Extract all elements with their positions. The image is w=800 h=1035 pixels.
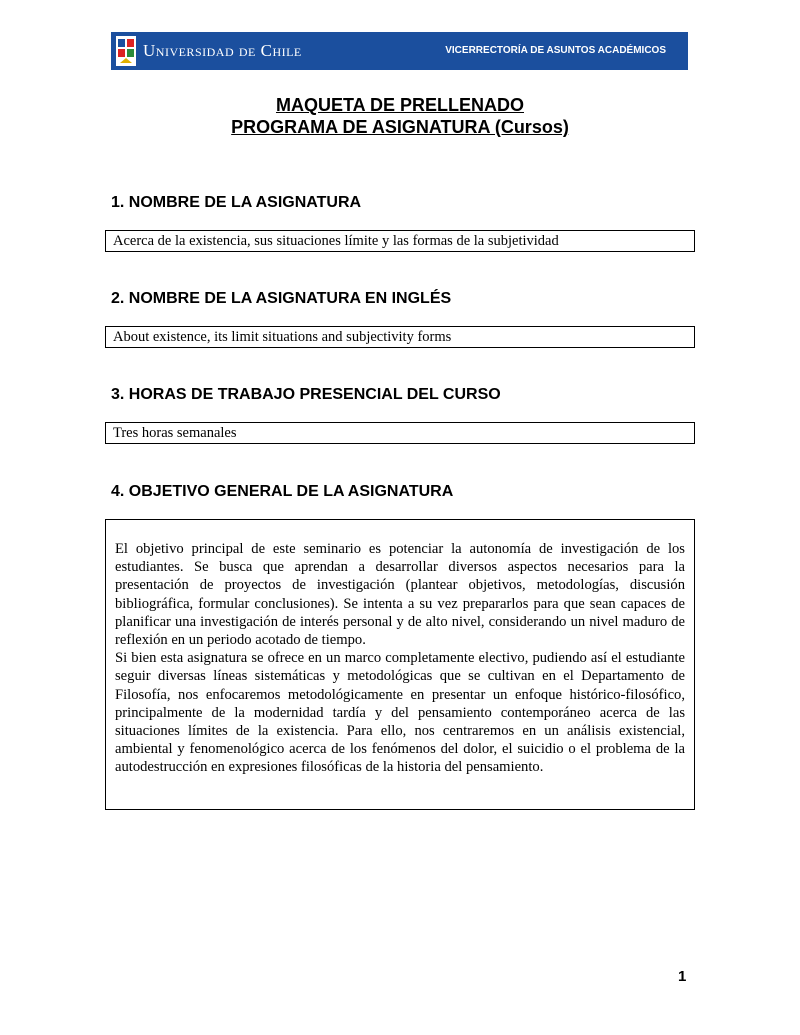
objective-paragraph: El objetivo principal de este seminario es potenciar la autonomía de investigación de los estudiantes. Se busca que aprendan a desarrollar diversos aspectos necesarios para la presentación de proyectos de investigación (plantear objetivos, metodologías, discusión bibliográfica, formular conclusiones). Se intenta a su vez prepararlos para que sean capaces de planificar una investigación de interés personal y de alto nivel, considerando un nivel maduro de reflexión en un periodo acotado de tiempo.	[115, 541, 685, 649]
section-2-heading: 2. NOMBRE DE LA ASIGNATURA EN INGLÉS	[111, 290, 452, 307]
section-3-heading: 3. HORAS DE TRABAJO PRESENCIAL DEL CURSO	[111, 386, 501, 403]
university-name: Universidad de Chile	[143, 41, 302, 60]
document-title-line2: PROGRAMA DE ASIGNATURA (Cursos)	[231, 117, 569, 137]
page-number: 1	[678, 968, 687, 985]
contact-hours-field: Tres horas semanales	[105, 422, 695, 444]
header-banner	[111, 32, 688, 70]
general-objective-field	[105, 519, 695, 810]
office-name: VICERRECTORÍA DE ASUNTOS ACADÉMICOS	[445, 45, 666, 56]
course-name-english-field: About existence, its limit situations and subjectivity forms	[105, 326, 695, 348]
university-crest-icon	[116, 36, 136, 66]
section-4-heading: 4. OBJETIVO GENERAL DE LA ASIGNATURA	[111, 483, 454, 500]
objective-paragraph: Si bien esta asignatura se ofrece en un marco completamente electivo, pudiendo así el estudiante seguir diversas líneas sistemáticas y metodológicas que se cultivan en el Departamento de Filosofía, nos enfocaremos metodológicamente en presentar un enfoque histórico-filosófico, principalmente de la modernidad tardía y del pensamiento contemporáneo acerca de las situaciones límites de la existencia. Para ello, nos centraremos en un análisis existencial, ambiental y fenomenológico acerca de los fenómenos del dolor, el suicidio o el problema de la autodestrucción en expresiones filosóficas de la historia del pensamiento.	[115, 650, 685, 776]
document-title-line1: MAQUETA DE PRELLENADO	[275, 95, 524, 115]
course-name-field: Acerca de la existencia, sus situaciones límite y las formas de la subjetividad	[105, 230, 695, 252]
section-1-heading: 1. NOMBRE DE LA ASIGNATURA	[111, 194, 362, 211]
